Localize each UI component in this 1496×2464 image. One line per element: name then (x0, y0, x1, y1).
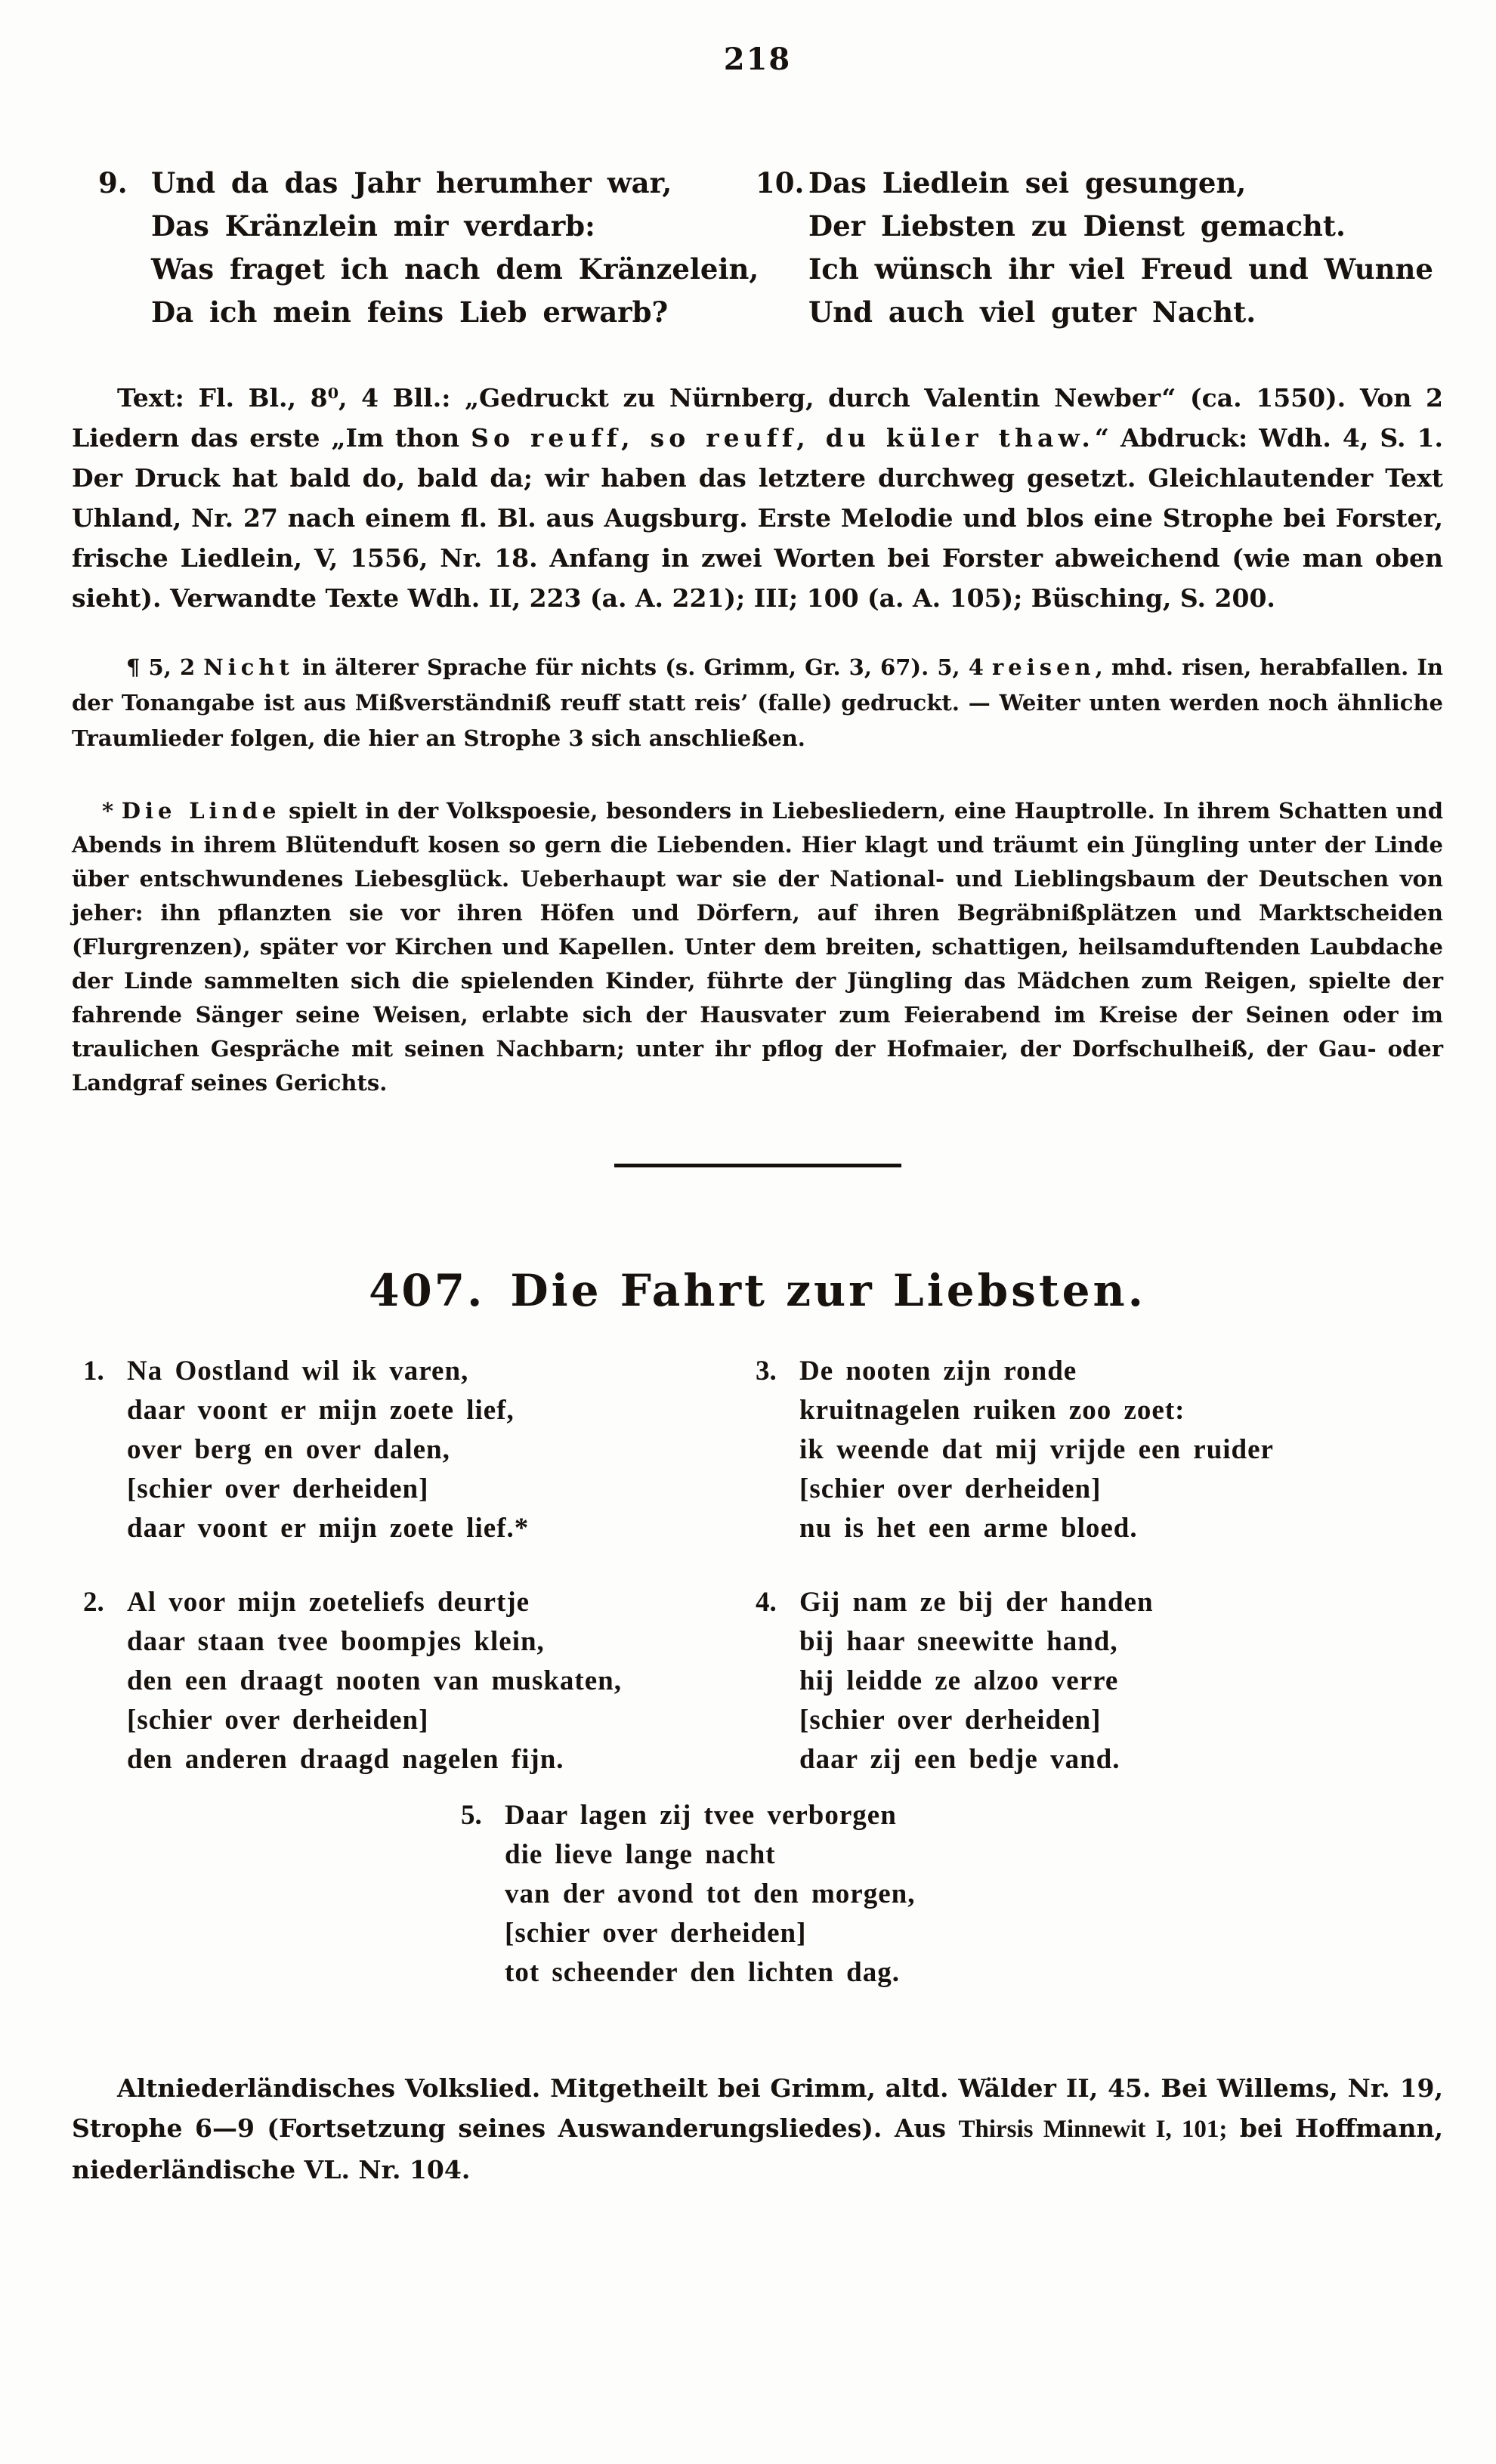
verse-number: 4. (756, 1587, 777, 1618)
verse-line: Gij nam ze bij der handen (799, 1587, 1154, 1618)
verse-lines (505, 1796, 1443, 1993)
dutch-verse-column-right (756, 1583, 1443, 1779)
linde-footnote (72, 794, 1443, 1100)
source-note-run: “ Abdruck: Wdh. 4, S. 1. Der Druck hat bald do, bald da; wir haben das letztere durchweg gesetzt. Gleichlautender Text Uhland, Nr. 27 nach einem fl. Bl. aus Augsburg. Erste Melodie und blos eine Strophe bei Forster, frische Liedlein, V, 1556, Nr. 18. Anfang in zwei Worten bei Forster abweichend (wie man oben sieht). Verwandte Texte Wdh. II, 223 (a. A. 221); III; 100 (a. A. 105); Büsching, S. 200. (72, 423, 1444, 613)
commentary-note (72, 650, 1443, 756)
verse-line: Daar lagen zij tvee verborgen (505, 1800, 897, 1831)
song-title: Die Fahrt zur Liebsten. (510, 1265, 1146, 1316)
verse-line: De nooten zijn ronde (799, 1356, 1077, 1387)
linde-run: spielt in der Volkspoesie, besonders in Liebesliedern, eine Hauptrolle. In ihrem Schatten und Abends in ihrem Blütenduft kosen so gern die Liebenden. Hier klagt und träumt ein Jüngling unter der Linde über entschwundenes Liebesglück. Ueberhaupt war sie der National- und Lieblingsbaum der Deutschen von jeher: ihn pflanzten sie vor ihren Höfen und Dörfern, auf ihren Begräbnißplätzen und Marktscheiden (Flurgrenzen), später vor Kirchen und Kapellen. Unter dem breiten, schattigen, heilsamduftenden Laubdache der Linde sammelten sich die spielenden Kinder, führte der Jüngling das Mädchen zum Reigen, spielte der fahrende Sänger seine Weisen, erlabte sich der Hausvater zum Feierabend im Kreise der Seinen oder im traulichen Gespräche mit seinen Nachbarn; unter ihr pflog der Hofmaier, der Dorfschulheiß, der Gau- oder Landgraf seines Gerichts. (72, 798, 1443, 1096)
verse-line: [schier over derheiden] (505, 1918, 807, 1949)
verse-line: hij leidde ze alzoo verre (799, 1665, 1119, 1696)
verse-line: Und da das Jahr herumher war, (151, 166, 672, 199)
dutch-verse-3 (756, 1352, 1443, 1548)
dutch-verse-4 (756, 1583, 1443, 1779)
song-number: 407. (369, 1265, 485, 1316)
verse-line: daar zij een bedje vand. (799, 1744, 1120, 1775)
dutch-verse-5 (461, 1796, 1443, 1993)
verse-number: 5. (461, 1800, 482, 1831)
song-heading (72, 1264, 1443, 1317)
verse-line: over berg en over dalen, (127, 1434, 450, 1465)
verse-line: [schier over derheiden] (799, 1705, 1102, 1736)
verse-line: ik weende dat mij vrijde een ruider (799, 1434, 1274, 1465)
verse-line: daar voont er mijn zoete lief, (127, 1395, 515, 1426)
verse-lines (808, 162, 1443, 334)
verse-line: tot scheender den lichten dag. (505, 1957, 901, 1988)
german-verse-10 (756, 162, 1443, 334)
verse-lines (127, 1352, 756, 1548)
verse-line: Al voor mijn zoeteliefs deurtje (127, 1587, 530, 1618)
footer-run: Altniederländisches Volkslied. Mitgetheilt bei Grimm, altd. Wälder II, 45. Bei Willems, Nr. 19, Strophe 6—9 (Fortsetzung seines Auswanderungsliedes). Aus (72, 2073, 1443, 2143)
dutch-verse-2 (83, 1583, 756, 1779)
german-verse-column-left (72, 162, 759, 334)
verse-line: Na Oostland wil ik varen, (127, 1356, 469, 1387)
source-note-run: Text: Fl. Bl., 8⁰, 4 Bll.: „Gedruckt zu Nürnberg, durch Valentin Newber“ (ca. 1550). Von 2 Liedern das erste „Im thon (72, 383, 1443, 453)
verse-line: daar staan tvee boompjes klein, (127, 1626, 545, 1657)
verse-line: Und auch viel guter Nacht. (808, 295, 1256, 329)
section-divider (614, 1164, 901, 1167)
german-verse-9 (98, 162, 759, 334)
verse-lines (799, 1352, 1443, 1548)
verse-number: 3. (756, 1356, 777, 1387)
dutch-verse-column-right (756, 1352, 1443, 1548)
verse-number: 10. (756, 166, 805, 199)
verse-line: Das Kränzlein mir verdarb: (151, 209, 595, 243)
commentary-keyword: Nicht (203, 654, 294, 680)
verse-line: den anderen draagd nagelen fijn. (127, 1744, 564, 1775)
verse-line: bij haar sneewitte hand, (799, 1626, 1118, 1657)
dutch-verse-row-2 (72, 1583, 1443, 1779)
dutch-verse-column-left (72, 1352, 756, 1548)
footer-antiqua-title: Thirsis Minnewit I, 101; (958, 2116, 1228, 2143)
verse-line: Da ich mein feins Lieb erwarb? (151, 295, 669, 329)
verse-number: 1. (83, 1356, 104, 1387)
verse-line: die lieve lange nacht (505, 1839, 776, 1870)
commentary-run: ¶ 5, 2 (126, 654, 204, 680)
verse-line: nu is het een arme bloed. (799, 1513, 1138, 1544)
page-number: 218 (723, 42, 792, 77)
commentary-run: , mhd. risen, herabfallen. In der Tonangabe ist aus Mißverständniß reuff statt reis’ (falle) gedruckt. — Weiter unten werden noch ähnliche Traumlieder folgen, die hier an Strophe 3 sich anschließen. (72, 654, 1443, 751)
verse-line: [schier over derheiden] (127, 1473, 429, 1504)
verse-line: den een draagt nooten van muskaten, (127, 1665, 622, 1696)
book-page (0, 42, 1496, 2464)
footer-note (72, 2068, 1443, 2190)
verse-lines (127, 1583, 756, 1779)
linde-run: * (102, 798, 122, 824)
linde-keyword: Die Linde (121, 798, 281, 824)
commentary-run: in älterer Sprache für nichts (s. Grimm, Gr. 3, 67). 5, 4 (293, 654, 992, 680)
verse-line: [schier over derheiden] (127, 1705, 429, 1736)
verse-number: 9. (98, 166, 128, 199)
verse-lines (151, 162, 759, 334)
footer-run: bei Hoffmann, niederländische VL. Nr. 104. (72, 2113, 1444, 2184)
dutch-verse-5-wrapper (72, 1796, 1443, 1993)
verse-line: Was fraget ich nach dem Kränzelein, (151, 252, 759, 286)
verse-line: kruitnagelen ruiken zoo zoet: (799, 1395, 1185, 1426)
dutch-verse-column-left (72, 1583, 756, 1779)
verse-line: van der avond tot den morgen, (505, 1878, 916, 1909)
commentary-keyword: reisen (992, 654, 1096, 680)
verse-line: Das Liedlein sei gesungen, (808, 166, 1247, 199)
german-verse-columns (72, 162, 1443, 334)
verse-line: Ich wünsch ihr viel Freud und Wunne (808, 252, 1433, 286)
verse-lines (799, 1583, 1443, 1779)
dutch-verse-row-1 (72, 1352, 1443, 1548)
source-note-tune-incipit: So reuff, so reuff, du küler thaw. (471, 423, 1095, 453)
verse-number: 2. (83, 1587, 104, 1618)
verse-line: Der Liebsten zu Dienst gemacht. (808, 209, 1346, 243)
verse-line: [schier over derheiden] (799, 1473, 1102, 1504)
verse-line: daar voont er mijn zoete lief.* (127, 1513, 530, 1544)
dutch-verse-1 (83, 1352, 756, 1548)
german-verse-column-right (756, 162, 1443, 334)
source-note (72, 378, 1443, 618)
